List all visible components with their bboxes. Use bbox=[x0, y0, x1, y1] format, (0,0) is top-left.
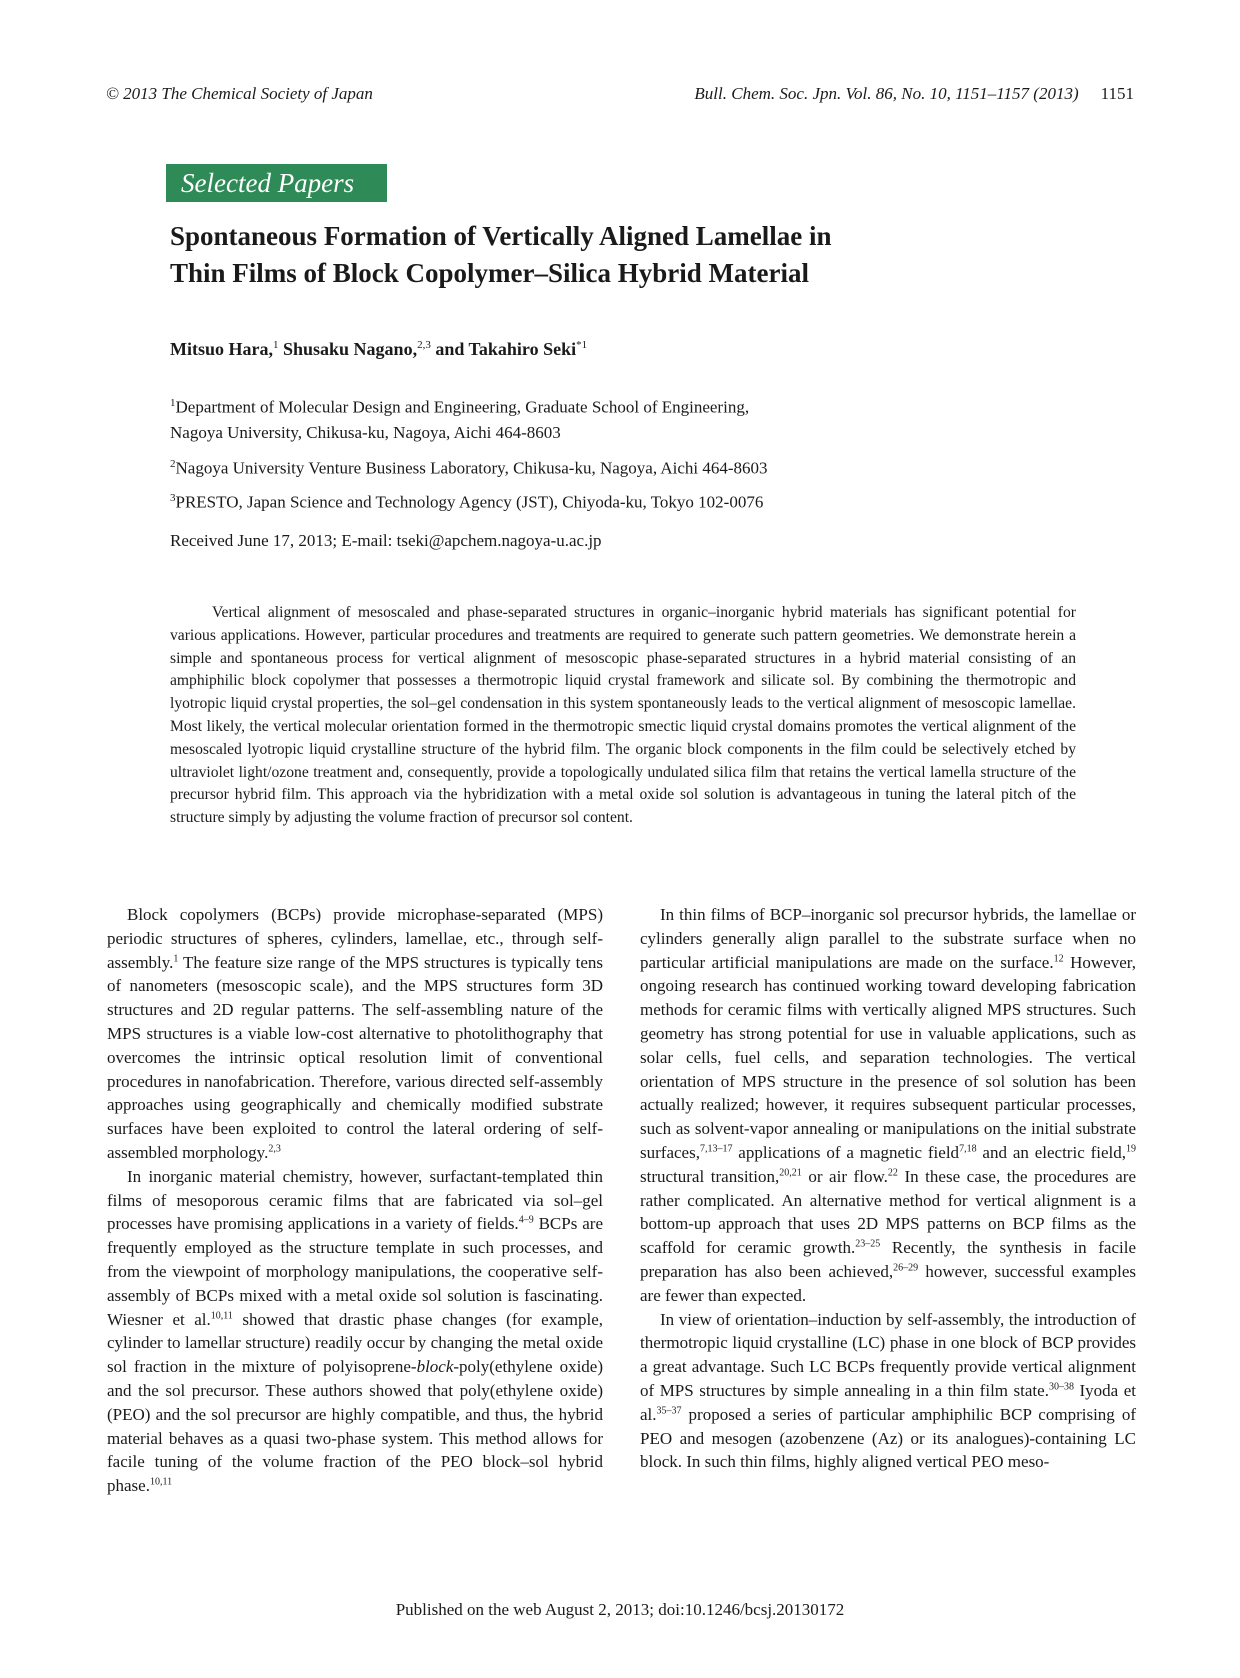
citation-superscript: 30–38 bbox=[1048, 1381, 1074, 1393]
author-name: and Takahiro Seki bbox=[435, 339, 577, 359]
running-header bbox=[106, 84, 1134, 108]
body-text: However, ongoing research has continued working toward developing fabrication methods for ceramic films with vertically aligned MPS structures. Such geometry has strong potential for use in valuable applications, such as solar cells, fuel cells, and separation technologies. The vertical orientation of MPS structure in the presence of sol solution has been actually realized; however, it requires subsequent particular processes, such as solvent-vapor annealing or manipulations on the initial substrate surfaces, bbox=[640, 952, 1137, 1162]
author-name: Shusaku Nagano, bbox=[283, 339, 418, 359]
affiliation-text: Nagoya University, Chikusa-ku, Nagoya, Aichi 464-8603 bbox=[170, 422, 561, 442]
body-paragraph bbox=[107, 903, 603, 1165]
body-text: Recently, the synthesis in facile preparation has also been achieved, bbox=[640, 1238, 1136, 1281]
citation-superscript: 26–29 bbox=[893, 1262, 919, 1274]
citation-superscript: 4–9 bbox=[518, 1214, 534, 1226]
affiliation-mark: 3 bbox=[170, 492, 176, 504]
body-text: In inorganic material chemistry, however, surfactant-templated thin films of mesoporous ceramic films that are fabricated via sol–gel processes have promising applications in a variety of fields. bbox=[107, 1166, 603, 1234]
citation-superscript: 19 bbox=[1126, 1143, 1136, 1155]
journal-reference: Bull. Chem. Soc. Jpn. Vol. 86, No. 10, 1151–1157 (2013) bbox=[694, 84, 1079, 103]
author-name: Mitsuo Hara, bbox=[170, 339, 273, 359]
citation-superscript: 12 bbox=[1053, 952, 1064, 964]
body-text: proposed a series of particular amphiphilic BCP comprising of PEO and mesogen (azobenzene (Az) or its analogues)-containing LC block. In such thin films, highly aligned vertical PEO meso- bbox=[640, 1404, 1136, 1472]
citation-superscript: 10,11 bbox=[149, 1476, 173, 1488]
affiliation-3 bbox=[170, 486, 1070, 515]
section-badge: Selected Papers bbox=[166, 164, 387, 202]
body-text: The feature size range of the MPS structures is typically tens of nanometers (mesoscopic scale), and the MPS structures form 3D structures and 2D regular patterns. The self-assembling nature of the MPS structures is a viable low-cost alternative to photolithography that overcomes the intrinsic optical resolution limit of conventional procedures in nanofabrication. Therefore, various directed self-assembly approaches using geographically and chemically modified substrate surfaces have been exploited to control the lateral ordering of self-assembled morphology. bbox=[107, 952, 603, 1162]
affiliation-1 bbox=[170, 391, 1070, 445]
body-paragraph bbox=[640, 1308, 1136, 1475]
body-text: and an electric field, bbox=[976, 1142, 1126, 1162]
body-text: or air flow. bbox=[801, 1166, 888, 1186]
abstract: Vertical alignment of mesoscaled and phase-separated structures in organic–inorganic hybrid materials has significant potential for various applications. However, particular procedures and treatments are required to generate such pattern geometries. We demonstrate herein a simple and spontaneous process for vertical alignment of mesoscopic phase-separated structures in a hybrid material consisting of an amphiphilic block copolymer that possesses a thermotropic liquid crystal framework and silicate sol. By combining the thermotropic and lyotropic liquid crystal properties, the sol–gel condensation in this system spontaneously leads to the vertical alignment of mesoscopic lamellae. Most likely, the vertical molecular orientation formed in the thermotropic smectic liquid crystal domains promotes the vertical alignment of the mesoscaled lyotropic liquid crystalline structure of the hybrid film. The organic block components in the film could be selectively etched by ultraviolet light/ozone treatment and, consequently, provide a topologically undulated silica film that retains the vertical lamella structure of the precursor hybrid film. This approach via the hybridization with a metal oxide sol solution is advantageous in tuning the lateral pitch of the structure simply by adjusting the volume fraction of precursor sol content. bbox=[170, 604, 1076, 827]
body-text: BCPs are frequently employed as the structure template in such processes, and from the viewpoint of morphology manipulations, the cooperative self-assembly of BCPs mixed with a metal oxide sol solution is fascinating. Wiesner et al. bbox=[107, 1214, 603, 1329]
copyright-line: © 2013 The Chemical Society of Japan bbox=[106, 84, 373, 103]
italic-term: block bbox=[416, 1357, 454, 1377]
paper-title bbox=[170, 218, 970, 292]
body-paragraph bbox=[107, 1165, 603, 1498]
title-line-1: Spontaneous Formation of Vertically Aligned Lamellae in bbox=[170, 221, 832, 251]
author-list bbox=[170, 339, 1070, 360]
affiliation-mark: 2 bbox=[170, 458, 176, 470]
body-text: -poly(ethylene oxide) and the sol precursor. These authors showed that poly(ethylene oxide) (PEO) and the sol precursor are highly compatible, and thus, the hybrid material behaves as a quasi two-phase system. This method allows for facile tuning of the volume fraction of the PEO block–sol hybrid phase. bbox=[107, 1357, 604, 1496]
citation-superscript: 23–25 bbox=[855, 1238, 881, 1250]
author-affiliation-mark: 1 bbox=[273, 339, 279, 351]
citation-superscript: 22 bbox=[887, 1167, 898, 1179]
body-text: In view of orientation–induction by self-assembly, the introduction of thermotropic liquid crystalline (LC) phase in one block of BCP provides a great advantage. Such LC BCPs frequently provide vertical alignment of MPS structures by simple annealing in a thin film state. bbox=[640, 1309, 1136, 1400]
received-date-email: Received June 17, 2013; E-mail: tseki@apchem.nagoya-u.ac.jp bbox=[170, 531, 602, 550]
citation-superscript: 7,18 bbox=[959, 1143, 977, 1155]
author-affiliation-mark: *1 bbox=[576, 339, 588, 351]
citation-superscript: 35–37 bbox=[656, 1405, 682, 1417]
affiliation-mark: 1 bbox=[170, 397, 176, 409]
affiliation-text: Nagoya University Venture Business Laboratory, Chikusa-ku, Nagoya, Aichi 464-8603 bbox=[175, 458, 768, 478]
body-column-left bbox=[107, 903, 603, 1498]
author-affiliation-mark: 2,3 bbox=[417, 339, 431, 351]
citation-superscript: 1 bbox=[173, 952, 179, 964]
body-text: structural transition, bbox=[640, 1166, 780, 1186]
body-column-right bbox=[640, 903, 1136, 1474]
body-text: In these case, the procedures are rather complicated. An alternative method for vertical alignment is a bottom-up approach that uses 2D MPS patterns on BCP films as the scaffold for ceramic growth. bbox=[640, 1166, 1137, 1258]
body-paragraph bbox=[640, 903, 1136, 1308]
citation-superscript: 20,21 bbox=[779, 1167, 802, 1179]
affiliation-text: Department of Molecular Design and Engineering, Graduate School of Engineering, bbox=[175, 397, 750, 417]
citation-superscript: 10,11 bbox=[210, 1309, 233, 1321]
title-line-2: Thin Films of Block Copolymer–Silica Hybrid Material bbox=[170, 258, 809, 288]
citation-superscript: 2,3 bbox=[268, 1143, 281, 1155]
citation-superscript: 7,13–17 bbox=[699, 1143, 733, 1155]
journal-citation bbox=[694, 84, 1134, 104]
body-text: In thin films of BCP–inorganic sol precursor hybrids, the lamellae or cylinders generally align parallel to the substrate surface when no particular artificial manipulations are made on the surface. bbox=[640, 905, 1136, 972]
affiliation-text: PRESTO, Japan Science and Technology Agency (JST), Chiyoda-ku, Tokyo 102-0076 bbox=[175, 492, 764, 512]
body-text: showed that drastic phase changes (for example, cylinder to lamellar structure) readily occur by changing the metal oxide sol fraction in the mixture of polyisoprene- bbox=[107, 1309, 603, 1377]
body-text: applications of a magnetic field bbox=[732, 1142, 960, 1162]
body-text: Iyoda et al. bbox=[640, 1380, 1136, 1424]
affiliation-2 bbox=[170, 452, 1070, 481]
page-number: 1151 bbox=[1100, 84, 1134, 103]
body-text: however, successful examples are fewer than expected. bbox=[640, 1261, 1136, 1305]
publication-footer: Published on the web August 2, 2013; doi:10.1246/bcsj.20130172 bbox=[395, 1600, 845, 1619]
body-text: Block copolymers (BCPs) provide microphase-separated (MPS) periodic structures of spheres, cylinders, lamellae, etc., through self-assembly. bbox=[107, 905, 603, 972]
